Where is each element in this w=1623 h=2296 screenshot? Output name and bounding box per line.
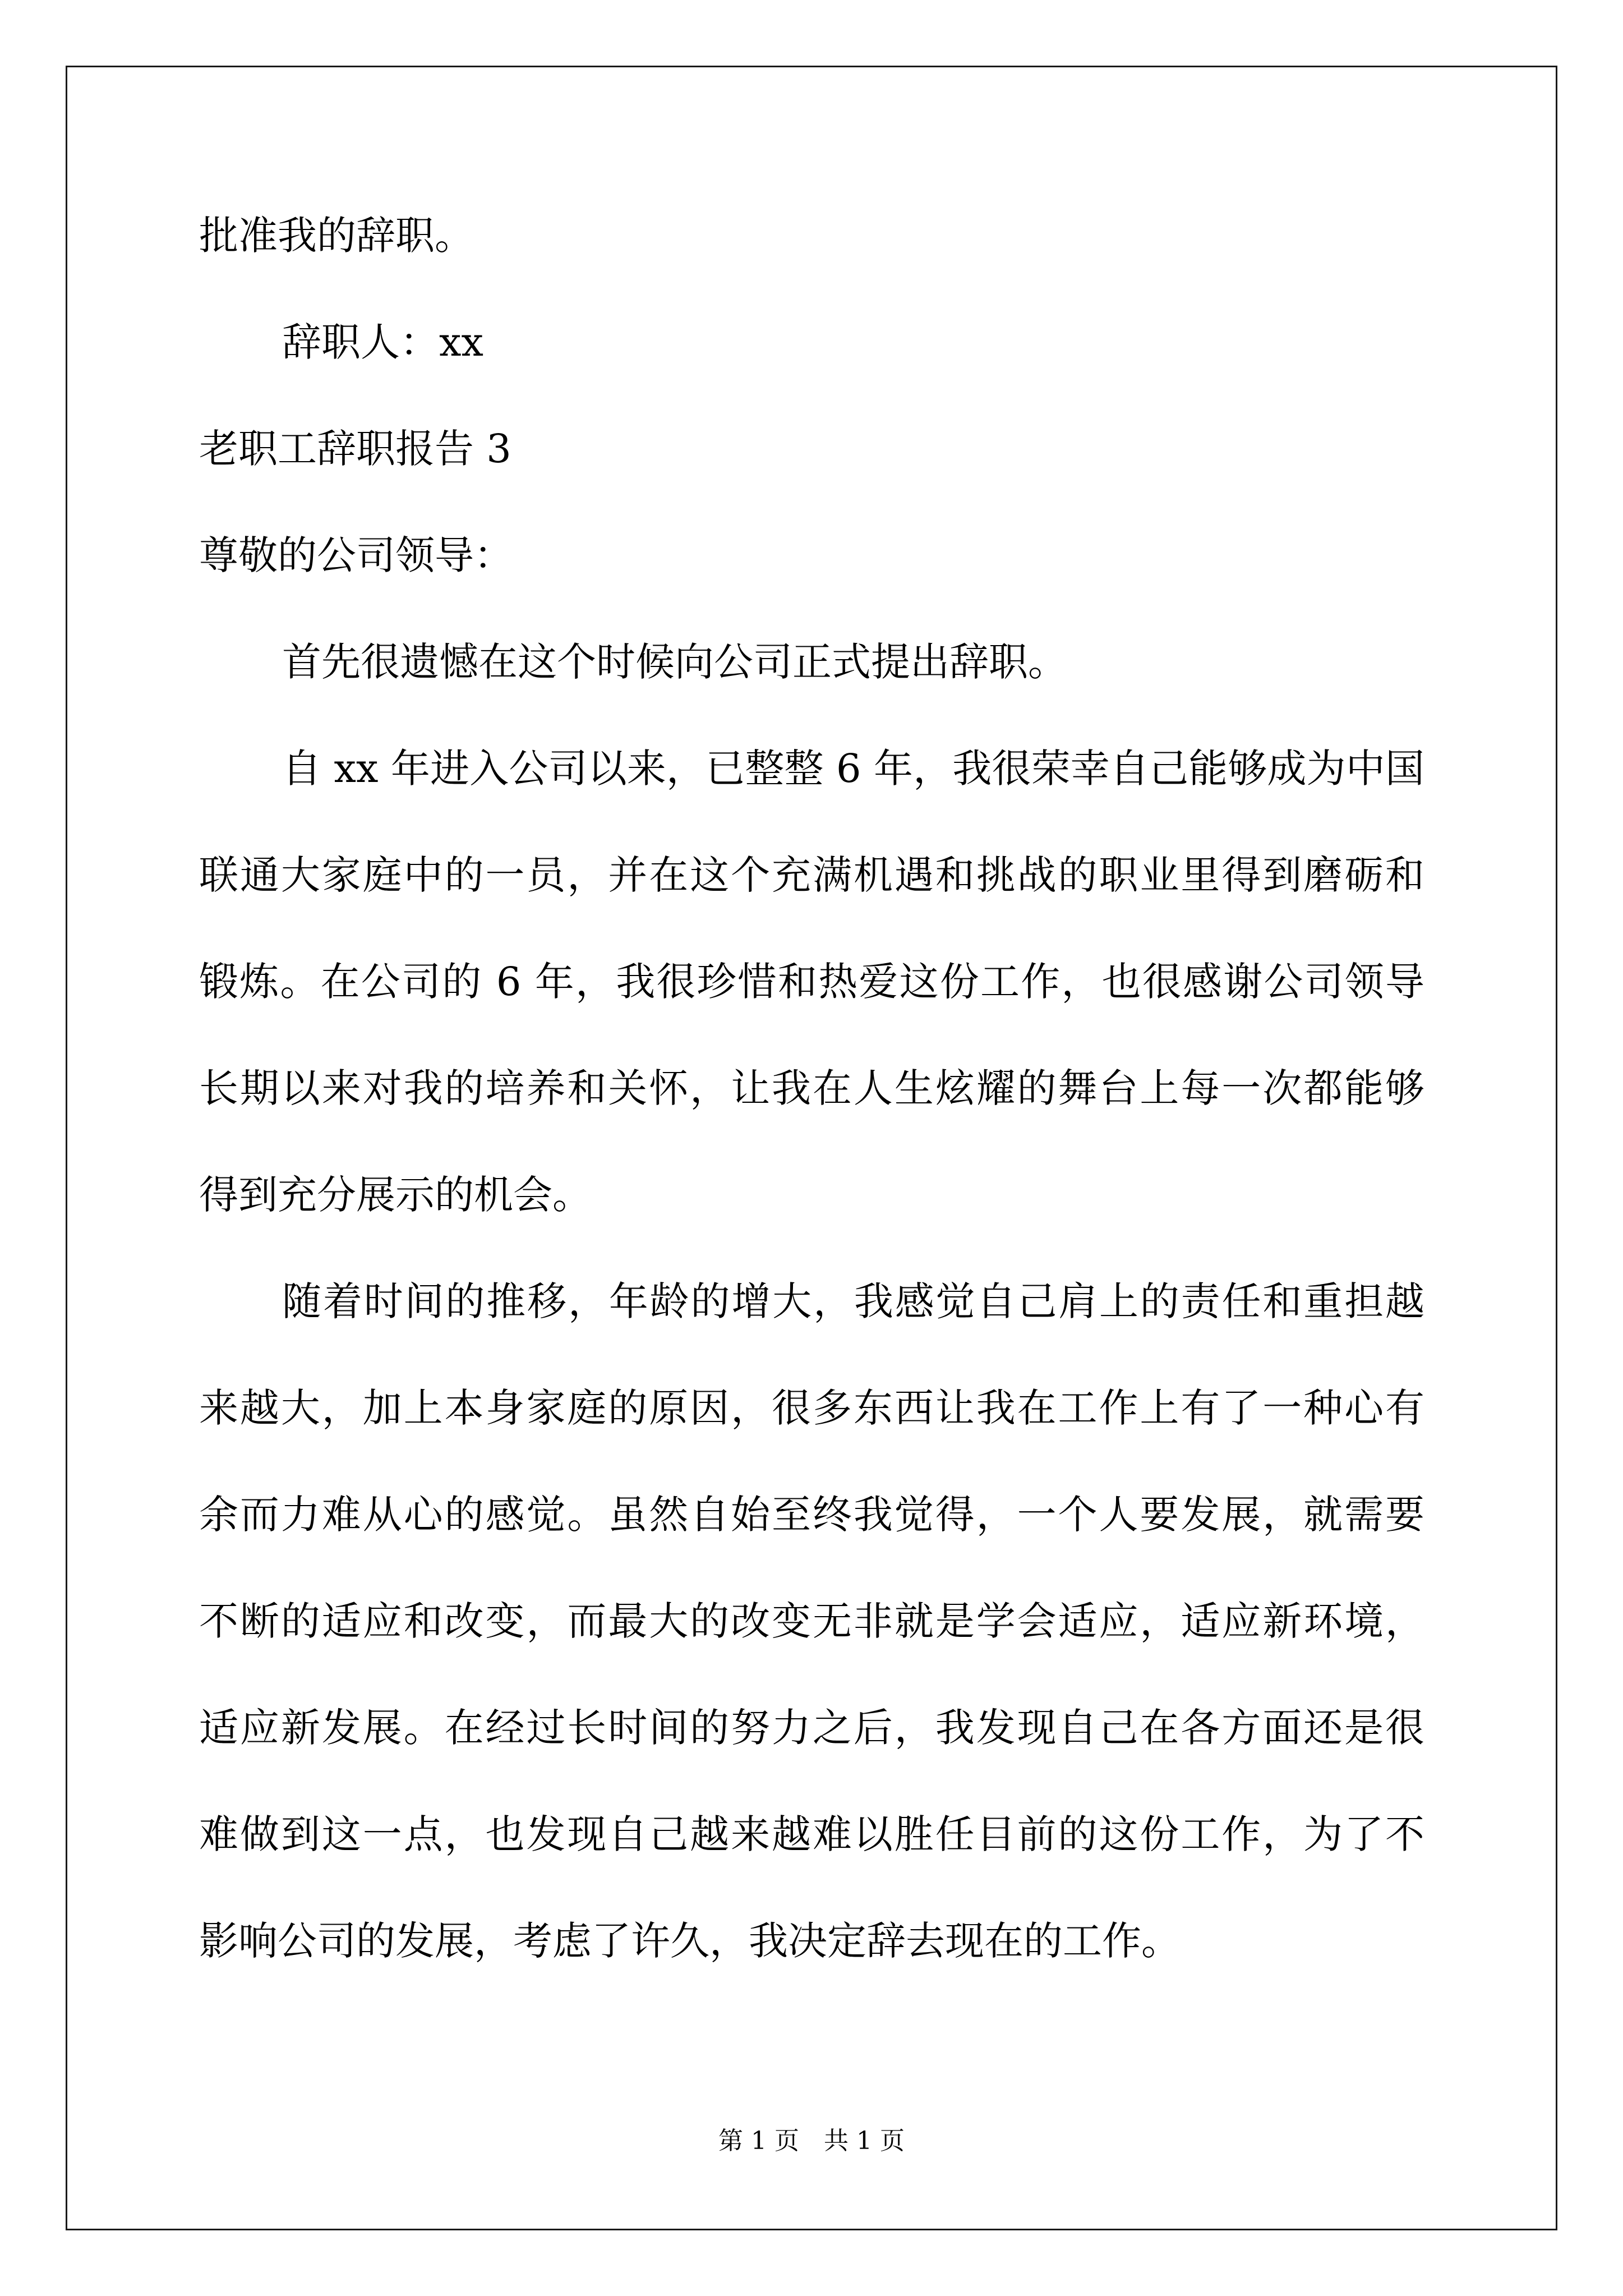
text-line xyxy=(199,740,1424,847)
text-line-content: 辞职人：xx xyxy=(282,319,483,365)
text-line xyxy=(199,1913,1424,2019)
text-line-content: 难做到这一点，也发现自己越来越难以胜任目前的这份工作，为了不 xyxy=(199,1811,1424,1857)
text-line xyxy=(199,1593,1424,1700)
text-line xyxy=(199,314,1424,421)
text-line-content: 来越大，加上本身家庭的原因，很多东西让我在工作上有了一种心有 xyxy=(199,1385,1424,1431)
text-line xyxy=(199,1380,1424,1487)
text-line xyxy=(199,1273,1424,1380)
document-body xyxy=(199,208,1424,2019)
text-line-content: 随着时间的推移，年龄的增大，我感觉自己肩上的责任和重担越 xyxy=(282,1278,1424,1324)
text-line-content: 得到充分展示的机会。 xyxy=(199,1172,592,1218)
text-line xyxy=(199,421,1424,527)
text-line xyxy=(199,208,1424,314)
text-line xyxy=(199,1167,1424,1273)
text-line-content: 老职工辞职报告 3 xyxy=(199,426,511,472)
text-line-content: 批准我的辞职。 xyxy=(199,213,474,259)
text-line xyxy=(199,1060,1424,1167)
text-line xyxy=(199,634,1424,740)
text-line xyxy=(199,1487,1424,1593)
text-line xyxy=(199,527,1424,634)
text-line-content: 余而力难从心的感觉。虽然自始至终我觉得，一个人要发展，就需要 xyxy=(199,1492,1424,1538)
text-line xyxy=(199,954,1424,1060)
text-line xyxy=(199,1806,1424,1913)
text-line-content: 长期以来对我的培养和关怀，让我在人生炫耀的舞台上每一次都能够 xyxy=(199,1065,1424,1111)
text-line-content: 适应新发展。在经过长时间的努力之后，我发现自己在各方面还是很 xyxy=(199,1705,1424,1751)
text-line-content: 首先很遗憾在这个时候向公司正式提出辞职。 xyxy=(282,639,1067,685)
text-line-content: 尊敬的公司领导： xyxy=(199,532,513,578)
text-line xyxy=(199,847,1424,954)
text-line-content: 影响公司的发展，考虑了许久，我决定辞去现在的工作。 xyxy=(199,1918,1181,1964)
text-line-content: 自 xx 年进入公司以来，已整整 6 年，我很荣幸自己能够成为中国 xyxy=(282,746,1424,792)
text-line-content: 不断的适应和改变，而最大的改变无非就是学会适应，适应新环境， xyxy=(199,1598,1424,1644)
text-line-content: 锻炼。在公司的 6 年，我很珍惜和热爱这份工作，也很感谢公司领导 xyxy=(199,959,1424,1005)
text-line xyxy=(199,1700,1424,1806)
page-footer: 第 1 页 共 1 页 xyxy=(718,2127,905,2155)
text-line-content: 联通大家庭中的一员，并在这个充满机遇和挑战的职业里得到磨砺和 xyxy=(199,852,1424,898)
